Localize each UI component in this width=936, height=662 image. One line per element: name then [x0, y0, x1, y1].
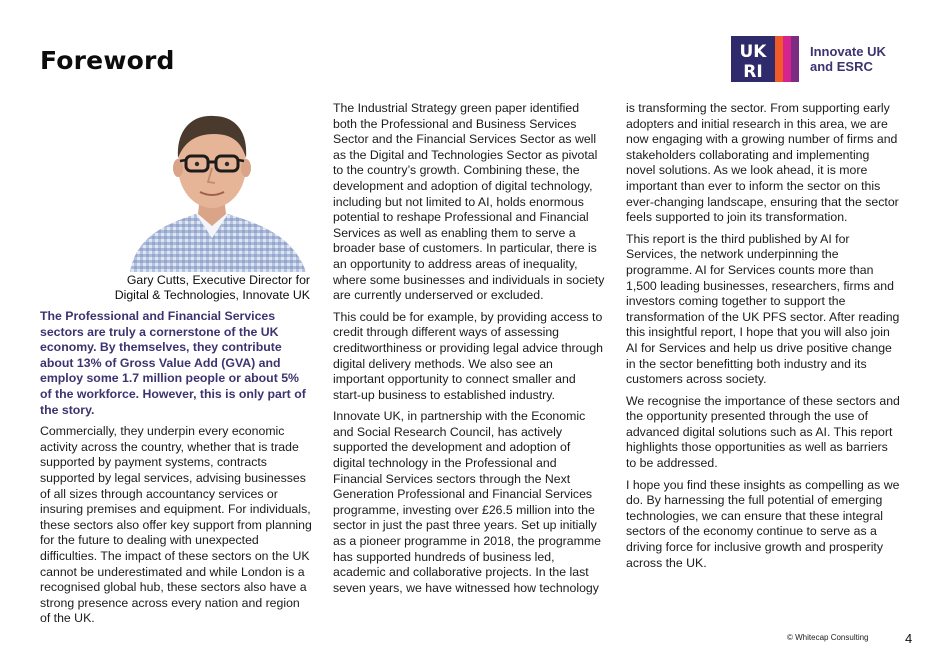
page-number: 4 — [905, 631, 913, 646]
logo-name-line1: Innovate UK — [810, 44, 886, 59]
ukri-mark-graphic — [731, 36, 799, 82]
page-title: Foreword — [40, 46, 175, 75]
body-paragraph: Commercially, they underpin every economic activity across the country, whether that is trade supported by payment systems, contracts supported by legal services, advising businesses of all sizes through accountancy services or insuring premises and equipment. For individuals, these sectors also offer key support from planning for the future to dealing with unexpected difficulties. The impact of these sectors on the UK cannot be underestimated and while London is a recognised global hub, these sectors also have a strong presence across every nation and region of the UK. — [40, 424, 312, 626]
caption-line-2: Digital & Technologies, Innovate UK — [114, 288, 310, 302]
ukri-logo-mark — [731, 36, 799, 82]
logo-mark-bottom: RI — [743, 62, 763, 82]
logo-mark-top: UK — [739, 42, 767, 62]
lead-paragraph: The Professional and Financial Services sectors are truly a cornerstone of the UK economy. By themselves, they contribute about 13% of Gross Value Add (GVA) and employ some 1.7 million people or about 5% of the workforce. However, this is only part of the story. — [40, 309, 306, 417]
caption-line-1: Gary Cutts, Executive Director for — [126, 273, 310, 287]
footer-credit: © Whitecap Consulting — [787, 633, 869, 642]
text-column-2 — [333, 101, 605, 602]
text-column-3 — [626, 101, 900, 577]
logo-wordmark — [810, 44, 886, 74]
body-paragraph: This report is the third published by AI for Services, the network underpinning the programme. AI for Services counts more than 1,500 leading businesses, researchers, firms and investors coming together to support the transformation of the UK PFS sector. After reading this insightful report, I hope that you will also join AI for Services and help us drive positive change in the sector benefitting both industry and its customers across society. — [626, 231, 900, 387]
body-paragraph: I hope you find these insights as compelling as we do. By harnessing the full potential of emerging technologies, we can ensure that these integral sectors of the economy continue to serve as a driving force for inclusive growth and prosperity across the UK. — [626, 477, 900, 570]
body-paragraph: Innovate UK, in partnership with the Economic and Social Research Council, has actively supported the development and adoption of digital technology in the Professional and Financial Services sectors through the Next Generation Professional and Financial Services programme, investing over £26.5 million into the sector in just the past three years. Set up initially as a pioneer programme in 2018, the programme has supported hundreds of business led, academic and collaborative projects. In the last seven years, we have witnessed how technology — [333, 409, 601, 595]
innovate-uk-esrc-logo — [731, 36, 886, 82]
body-paragraph: This could be for example, by providing access to credit through different ways of assessing creditworthiness or providing legal advice through digital delivery methods. We also see an important opportunity to connect smaller and start-up business to established industry. — [333, 309, 603, 402]
body-paragraph: The Industrial Strategy green paper identified both the Professional and Business Services Sector and the Financial Services Sector as well as the Digital and Technologies Sector as pivotal to the country’s growth. Combining these, the development and adoption of digital technology, including but not limited to AI, holds enormous potential to reshape Professional and Financial Services as well as enabling them to serve a broader base of customers. In particular, there is an opportunity to address areas of inequality, where some businesses and individuals in society are currently underserved or excluded. — [333, 101, 605, 303]
body-paragraph: is transforming the sector. From supporting early adopters and initial research in this area, we are now engaging with a growing number of firms and stakeholders collaborating and implementing novel solutions. As we look ahead, it is more important than ever to inform the sector on this ever-changing landscape, ensuring that the sector feels supported to join its transformation. — [626, 101, 899, 225]
portrait-illustration — [122, 104, 310, 272]
portrait-photo — [122, 104, 310, 272]
body-paragraph: We recognise the importance of these sectors and the opportunity presented through the use of advanced digital solutions such as AI. This report highlights those opportunities as well as barriers to be addressed. — [626, 393, 900, 471]
portrait-caption — [60, 273, 310, 303]
logo-name-line2: and ESRC — [810, 59, 873, 74]
text-column-1 — [40, 309, 312, 633]
